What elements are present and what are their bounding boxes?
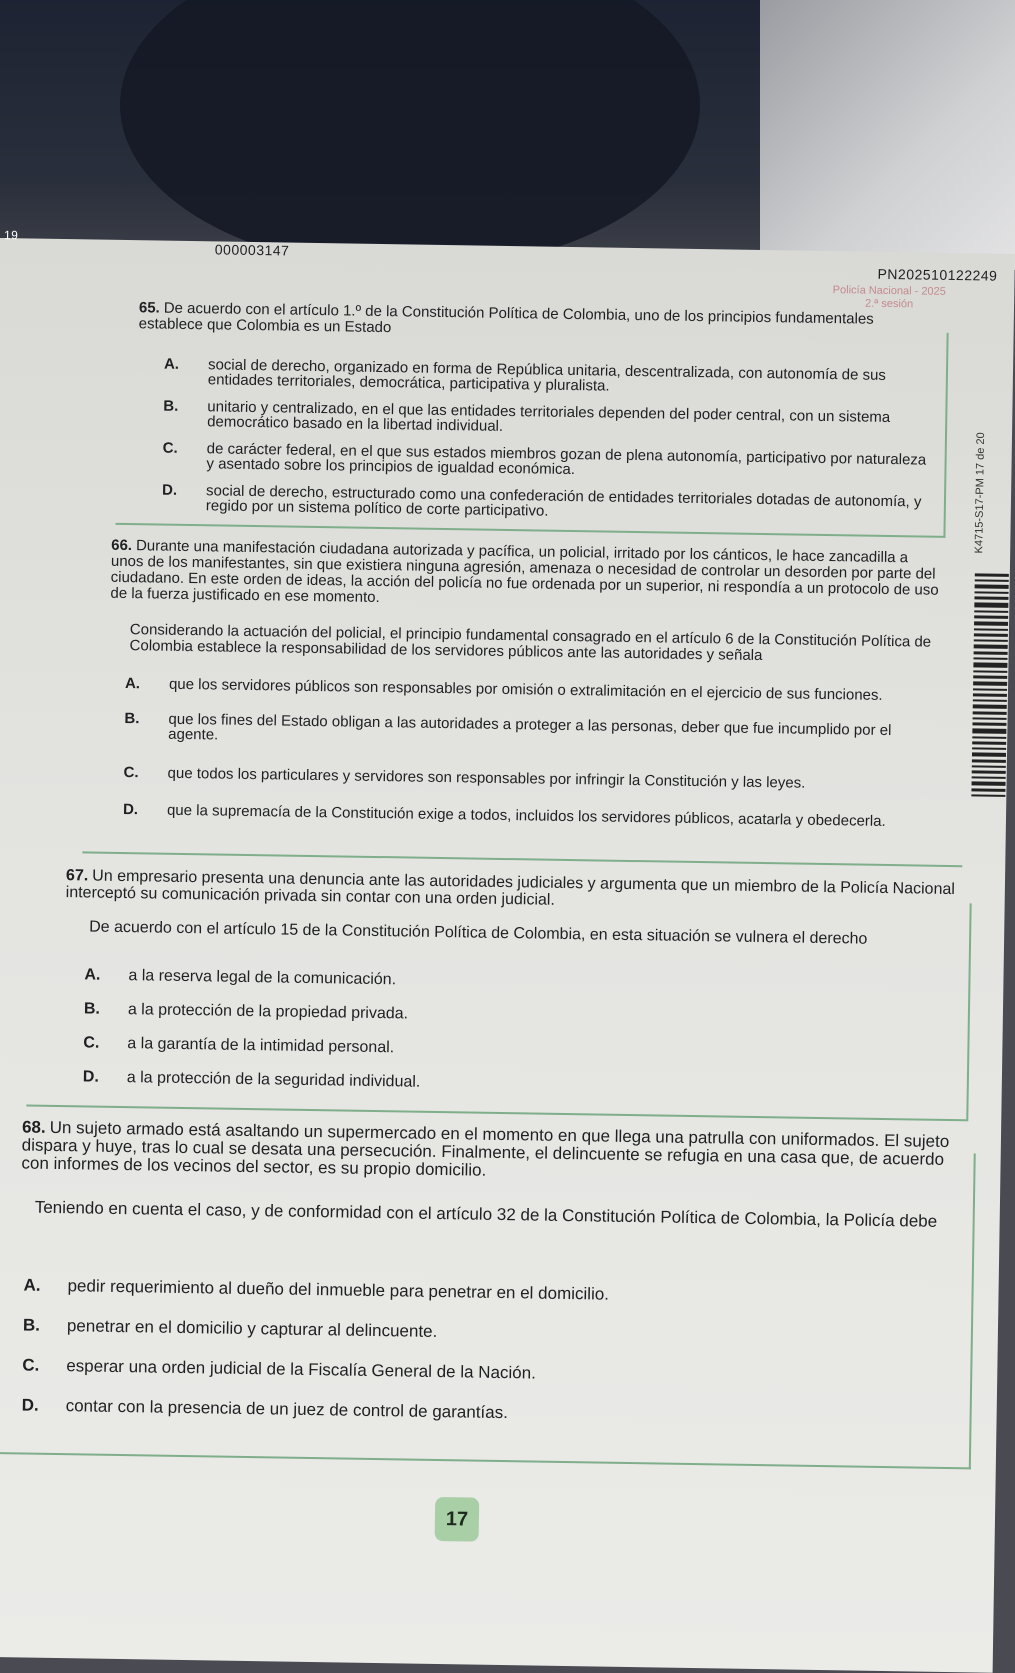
question-66-options bbox=[123, 676, 940, 830]
option-d[interactable]: D. social de derecho, estructurado como una confederación de entidades territoriales dotadas de autonomía, y regido por un sistema político de corte participativo. bbox=[161, 481, 922, 520]
question-68 bbox=[21, 1118, 972, 1187]
question-65-options bbox=[162, 357, 939, 525]
option-a[interactable]: A. social de derecho, organizado en forma de República unitaria, descentralizada, con autonomía de sus entidades territoriales, democrática, participativa y pluralista. bbox=[163, 355, 887, 395]
option-b[interactable]: B. penetrar en el domicilio y capturar al delincuente. bbox=[22, 1315, 438, 1342]
option-d[interactable]: D. contar con la presencia de un juez de control de garantías. bbox=[21, 1395, 509, 1423]
question-68-context: Teniendo en cuenta el caso, y de conformidad con el artículo 32 de la Constitución Política de Colombia, la Policía debe bbox=[34, 1197, 938, 1231]
option-a[interactable]: A. que los servidores públicos son responsables por omisión o extralimitación en el ejercicio de sus funciones. bbox=[124, 675, 883, 704]
question-stem: Un sujeto armado está asaltando un supermercado en el momento en que llega una patrulla con uniformados. El sujeto dispara y huye, tras lo cual se desata una persecución. Finalmente, el delincuente se refugia en una casa que, de acuerdo con informes de los vecinos del sector, es su propio domicilio. bbox=[21, 1117, 950, 1180]
option-d[interactable]: D. a la protección de la seguridad individual. bbox=[82, 1068, 421, 1091]
background-chair bbox=[760, 0, 1015, 270]
side-code: K4715-S17-PM 17 de 20 bbox=[973, 432, 988, 554]
question-68-options bbox=[22, 1277, 954, 1430]
divider bbox=[943, 333, 948, 538]
option-c[interactable]: C. de carácter federal, en el que sus estados miembros gozan de plena autonomía, participativo por naturaleza y asentado sobre los principios de igualdad económica. bbox=[162, 439, 927, 479]
option-b[interactable]: B. a la protección de la propiedad privada. bbox=[83, 1000, 409, 1023]
divider bbox=[0, 1452, 971, 1470]
option-d[interactable]: D. que la supremacía de la Constitución exige a todos, incluidos los servidores públicos, acatarla y obedecerla. bbox=[122, 801, 886, 830]
institution-brand bbox=[799, 284, 979, 313]
option-b[interactable]: B. que los fines del Estado obligan a las autoridades a proteger a las personas, deber que fue incumplido por el agente. bbox=[124, 710, 892, 744]
option-c[interactable]: C. a la garantía de la intimidad personal. bbox=[83, 1034, 395, 1057]
exam-page bbox=[0, 228, 1015, 1673]
corner-mark: 19 bbox=[3, 228, 19, 243]
question-66-context: Considerando la actuación del policial, el principio fundamental consagrado en el artículo 6 de la Constitución Política de Colombia establece la responsabilidad de los servidores públicos ante las autoridades y señala bbox=[129, 621, 932, 665]
question-number: 66. bbox=[111, 536, 133, 555]
question-67-context: De acuerdo con el artículo 15 de la Constitución Política de Colombia, en esta situación se vulnera el derecho bbox=[89, 918, 868, 948]
question-stem: Durante una manifestación ciudadana autorizada y pacífica, un policial, irritado por los cánticos, le hace zancadilla a unos de los manifestantes, sin que existiera ninguna agresión, amenaza o necesidad de controlar un desorden por parte del ciudadano. En este orden de ideas, la acción del policía no fue ordenada por un superior, ni respondía a un protocolo de uso de la fuerza justificado en ese momento. bbox=[110, 537, 939, 607]
question-number: 65. bbox=[138, 299, 160, 317]
option-a[interactable]: A. a la reserva legal de la comunicación. bbox=[84, 966, 397, 989]
option-a[interactable]: A. pedir requerimiento al dueño del inmueble para penetrar en el domicilio. bbox=[23, 1275, 610, 1304]
option-b[interactable]: B. unitario y centralizado, en el que las entidades territoriales dependen del poder central, con un sistema democrático basado en la libertad individual. bbox=[163, 397, 891, 435]
option-c[interactable]: C. que todos los particulares y servidores son responsables por infringir la Constitución y las leyes. bbox=[123, 764, 806, 792]
question-stem: De acuerdo con el artículo 1.º de la Constitución Política de Colombia, uno de los principios fundamentales establece que Colombia es un Estado bbox=[138, 299, 874, 337]
booklet-code: PN202510122249 bbox=[877, 265, 998, 284]
session-label: 2.ª sesión bbox=[864, 297, 914, 311]
question-number: 68. bbox=[21, 1117, 46, 1137]
brand-name: Policía Nacional - 2025 bbox=[832, 284, 946, 298]
barcode bbox=[971, 573, 1009, 800]
document-code: 000003147 bbox=[214, 241, 290, 259]
option-c[interactable]: C. esperar una orden judicial de la Fiscalía General de la Nación. bbox=[22, 1355, 537, 1383]
question-67 bbox=[66, 867, 966, 915]
question-number: 67. bbox=[65, 867, 89, 885]
divider bbox=[116, 523, 946, 538]
question-67-options bbox=[83, 967, 935, 1097]
question-66 bbox=[110, 538, 941, 615]
question-stem: Un empresario presenta una denuncia ante las autoridades judiciales y argumenta que un miembro de la Policía Nacional interceptó su comunicación privada sin contar con una orden judicial. bbox=[65, 867, 956, 909]
divider bbox=[969, 1153, 976, 1469]
page-number: 17 bbox=[435, 1497, 480, 1542]
divider bbox=[82, 851, 962, 867]
